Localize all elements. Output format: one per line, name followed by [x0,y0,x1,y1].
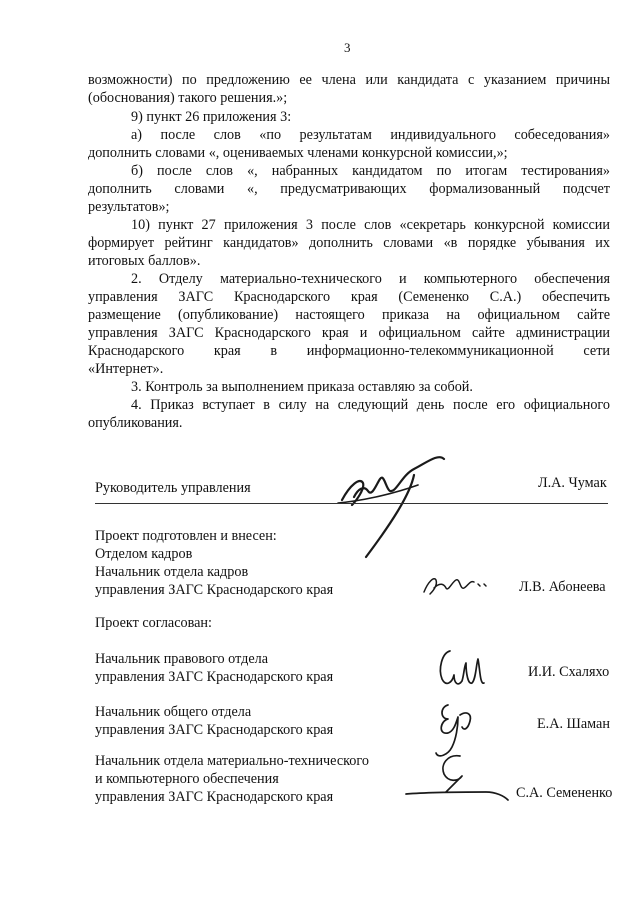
body-line: результатов»; [88,199,170,215]
approval-name: С.А. Семененко [516,785,613,801]
signature-chumak-icon [330,445,460,575]
approval-position: управления ЗАГС Краснодарского края [95,789,334,805]
body-line: 9) пункт 26 приложения 3: [131,109,292,125]
body-line: опубликования. [88,415,183,431]
body-line: дополнить словами «, предусматривающих формализованный подсчет [88,181,610,197]
body-line: итоговых баллов». [88,253,201,269]
approval-name: И.И. Схаляхо [528,664,610,680]
head-name: Л.А. Чумак [538,475,607,491]
body-line: а) после слов «по результатам индивидуального собеседования» [131,127,610,143]
prepared-position: управления ЗАГС Краснодарского края [95,582,334,598]
approval-position: Начальник отдела материально-технического [95,753,369,769]
body-line: 4. Приказ вступает в силу на следующий день после его официального [131,397,610,413]
prepared-name: Л.В. Абонеева [519,579,606,595]
prepared-position: Начальник отдела кадров [95,564,249,580]
body-line: 3. Контроль за выполнением приказа оставляю за собой. [131,379,473,395]
signature-semenenko-icon [400,748,510,808]
body-line: возможности) по предложению ее члена или кандидата с указанием причины [88,72,610,88]
body-line: 2. Отделу материально-технического и компьютерного обеспечения [131,271,610,287]
approval-position: Начальник правового отдела [95,651,268,667]
approval-position: Начальник общего отдела [95,704,252,720]
approval-name: Е.А. Шаман [537,716,610,732]
approved-heading: Проект согласован: [95,615,212,631]
body-line: б) после слов «, набранных кандидатом по итогам тестирования» [131,163,610,179]
approval-position: и компьютерного обеспечения [95,771,279,787]
signature-aboneeva-icon [420,570,500,600]
body-line: управления ЗАГС Краснодарского края (Семененко С.А.) обеспечить [88,289,610,305]
head-position: Руководитель управления [95,480,251,496]
page-number: 3 [344,40,351,55]
body-line: 10) пункт 27 приложения 3 после слов «секретарь конкурсной комиссии [131,217,610,233]
body-line: дополнить словами «, оцениваемых членами конкурсной комиссии,»; [88,145,508,161]
body-line: управления ЗАГС Краснодарского края и официальном сайте администрации [88,325,610,341]
body-line: размещение (опубликование) настоящего приказа на официальном сайте [88,307,610,323]
body-line: Краснодарского края в информационно-телекоммуникационной сети [88,343,610,359]
prepared-department: Отделом кадров [95,546,193,562]
signature-skhalyakho-icon [432,645,492,695]
approval-position: управления ЗАГС Краснодарского края [95,669,334,685]
prepared-heading: Проект подготовлен и внесен: [95,528,277,544]
approval-position: управления ЗАГС Краснодарского края [95,722,334,738]
body-line: «Интернет». [88,361,164,377]
body-line: (обоснования) такого решения.»; [88,90,288,106]
body-line: формирует рейтинг кандидатов» дополнить словами «в порядке убывания их [88,235,610,251]
divider [95,503,608,504]
